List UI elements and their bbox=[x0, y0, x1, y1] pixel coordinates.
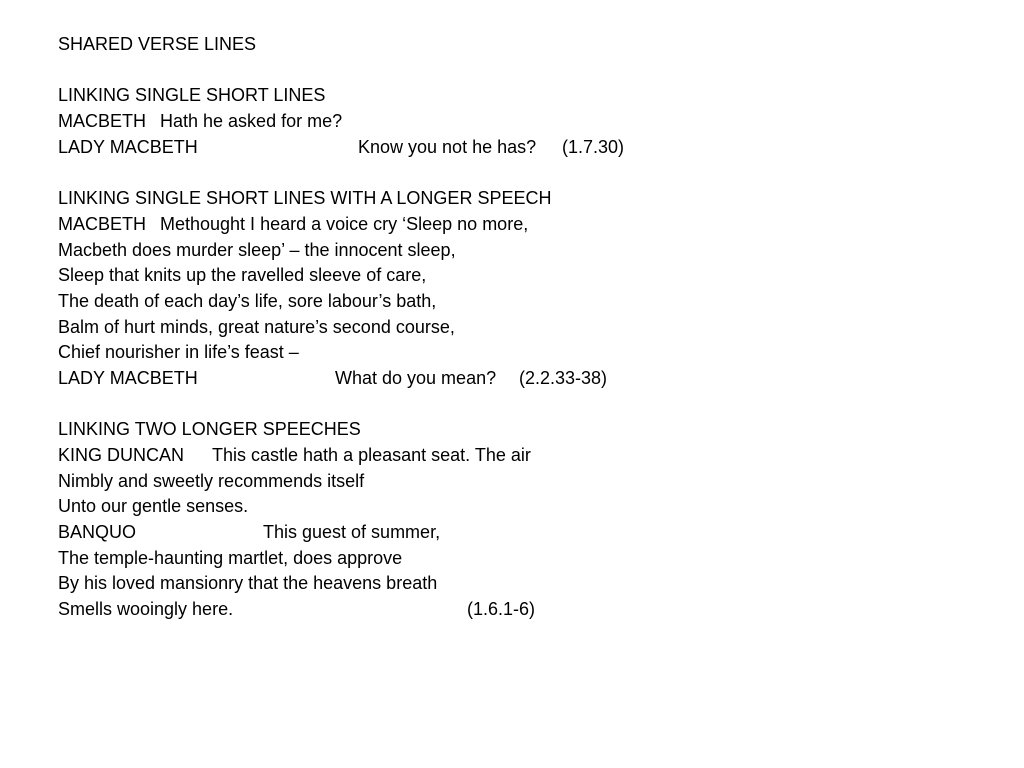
verse-line-text: Chief nourisher in life’s feast – bbox=[58, 342, 299, 363]
verse-line-text: Unto our gentle senses. bbox=[58, 496, 249, 517]
verse-line-text: Hath he asked for me? bbox=[160, 111, 343, 132]
scene-reference: (2.2.33-38) bbox=[519, 367, 608, 388]
verse-line-text: Know you not he has? bbox=[358, 136, 537, 157]
verse-line-text: By his loved mansionry that the heavens breath bbox=[58, 573, 438, 594]
speaker-name: KING DUNCAN bbox=[58, 445, 185, 465]
verse-line-text: Macbeth does murder sleep’ – the innocent sleep, bbox=[58, 239, 456, 260]
scene-reference: (1.6.1-6) bbox=[467, 599, 536, 620]
verse-line-text: Smells wooingly here. bbox=[58, 599, 234, 620]
section-heading-text: LINKING SINGLE SHORT LINES bbox=[58, 85, 326, 106]
speaker-name: LADY MACBETH bbox=[58, 136, 198, 157]
verse-line-text: The temple-haunting martlet, does approve bbox=[58, 547, 403, 568]
verse-line-text: Methought I heard a voice cry ‘Sleep no more, bbox=[160, 213, 529, 234]
slide-title-text: SHARED VERSE LINES bbox=[58, 34, 257, 54]
verse-line-text: What do you mean? bbox=[335, 367, 497, 388]
verse-line-text: Nimbly and sweetly recommends itself bbox=[58, 470, 365, 491]
verse-line-text: Balm of hurt minds, great nature’s second course, bbox=[58, 316, 455, 337]
speaker-name: MACBETH bbox=[58, 213, 147, 234]
verse-line-text: Sleep that knits up the ravelled sleeve of care, bbox=[58, 265, 427, 286]
speaker-name: BANQUO bbox=[58, 522, 137, 543]
verse-line-text: The death of each day’s life, sore labour’s bath, bbox=[58, 290, 437, 311]
verse-line-text: This guest of summer, bbox=[263, 522, 441, 543]
speaker-name: MACBETH bbox=[58, 111, 147, 132]
section-heading-text: LINKING SINGLE SHORT LINES WITH A LONGER SPEECH bbox=[58, 188, 552, 209]
speaker-name: LADY MACBETH bbox=[58, 367, 198, 388]
section-heading-text: LINKING TWO LONGER SPEECHES bbox=[58, 419, 361, 440]
verse-line-text: This castle hath a pleasant seat. The air bbox=[212, 445, 531, 465]
scene-reference: (1.7.30) bbox=[562, 136, 625, 157]
